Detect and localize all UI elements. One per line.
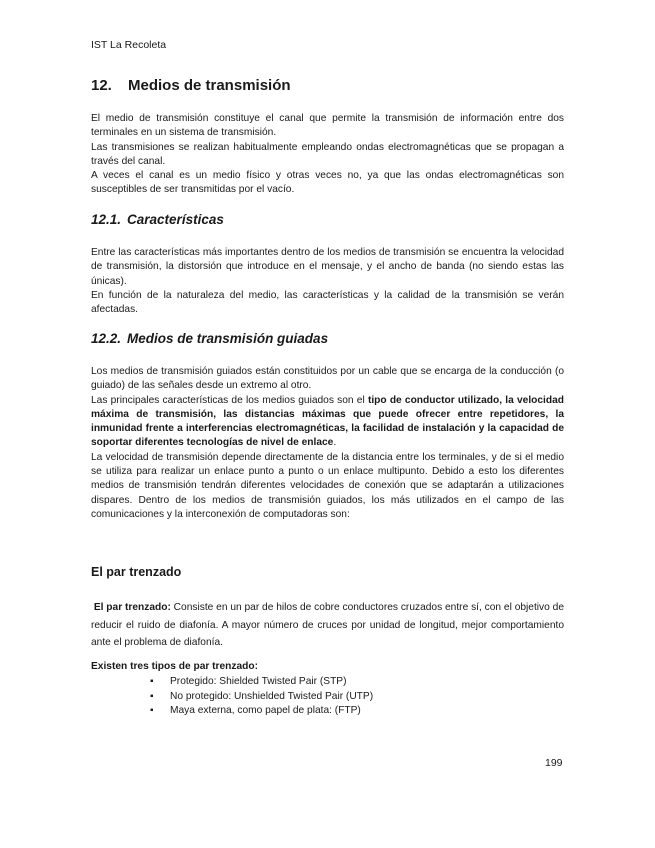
list-item: ▪ Maya externa, como papel de plata: (FTP): [150, 704, 373, 719]
types-list: [150, 675, 373, 719]
guided-paragraph-3: La velocidad de transmisión depende directamente de la distancia entre los terminales, y de si el medio se utiliza para realizar un enlace punto a punto o un enlace multipunto. Debido a esto los diferentes medios de transmisión tendrán diferentes velocidades de conexión que se adaptarán a utilizaciones dispares. Dentro de los medios de transmisión guiados, los más utilizados en el campo de las comunicaciones y la interconexión de computadoras son:: [91, 451, 564, 520]
twisted-pair-def-text: Consiste en un par de hilos de cobre conductores cruzados entre sí, con el objetivo de reducir el ruido de diafonía. A mayor número de cruces por unidad de longitud, mejor comportamiento ante el problema de diafonía.: [91, 602, 564, 648]
list-item: ▪ No protegido: Unshielded Twisted Pair (UTP): [150, 690, 373, 705]
list-item: ▪ Protegido: Shielded Twisted Pair (STP): [150, 675, 373, 690]
subsection-heading-guided: [91, 331, 328, 346]
running-header: IST La Recoleta: [91, 39, 167, 51]
page-number: 199: [545, 757, 563, 769]
twisted-pair-block: [91, 599, 564, 652]
guided-paragraph-2: [91, 394, 564, 451]
section-number: 12.: [91, 77, 112, 94]
guided-p2-start: Las principales características de los medios guiados son el: [91, 394, 368, 406]
guided-paragraph-1: Los medios de transmisión guiados están constituidos por un cable que se encarga de la conducción (o guiado) de las señales desde un extremo al otro.: [91, 366, 564, 392]
intro-block: [91, 112, 564, 198]
twisted-pair-heading: El par trenzado: [91, 565, 182, 579]
section-heading: [91, 77, 291, 94]
twisted-pair-def-label: El par trenzado:: [93, 602, 171, 613]
characteristics-block: [91, 246, 564, 317]
guided-p2-bold: tipo de conductor utilizado, la velocidad máxima de transmisión, las distancias máximas que puede ofrecer entre repetidores, la inmunidad frente a interferencias electromagnéticas, la facilidad de instalación y la capacidad de soportar diferentes tecnologías de nivel de enlace: [91, 394, 564, 449]
subsection-number: 12.2.: [91, 331, 122, 346]
guided-block: [91, 365, 564, 522]
intro-paragraph: Las transmisiones se realizan habitualmente empleando ondas electromagnéticas que se propagan a través del canal.: [91, 141, 564, 167]
characteristics-paragraph: Entre las características más importantes dentro de los medios de transmisión se encuentra la velocidad de transmisión, la distorsión que introduce en el mensaje, y el ancho de banda (no siendo estas las únicas).: [91, 247, 564, 287]
subsection-number: 12.1.: [91, 212, 122, 227]
intro-paragraph: A veces el canal es un medio físico y otras veces no, ya que las ondas electromagnéticas son susceptibles de ser transmitidas por el vacío.: [91, 170, 564, 196]
section-title: Medios de transmisión: [128, 77, 291, 94]
intro-paragraph: El medio de transmisión constituye el canal que permite la transmisión de información entre dos terminales en un sistema de transmisión.: [91, 113, 564, 139]
twisted-pair-definition: [91, 599, 564, 652]
characteristics-paragraph: En función de la naturaleza del medio, las características y la calidad de la transmisión se verán afectadas.: [91, 289, 564, 316]
subsection-heading-characteristics: [91, 212, 224, 227]
types-lead: Existen tres tipos de par trenzado:: [91, 661, 258, 672]
subsection-title: Características: [127, 212, 224, 227]
subsection-title: Medios de transmisión guiadas: [127, 331, 329, 346]
guided-p2-end: .: [333, 437, 337, 449]
